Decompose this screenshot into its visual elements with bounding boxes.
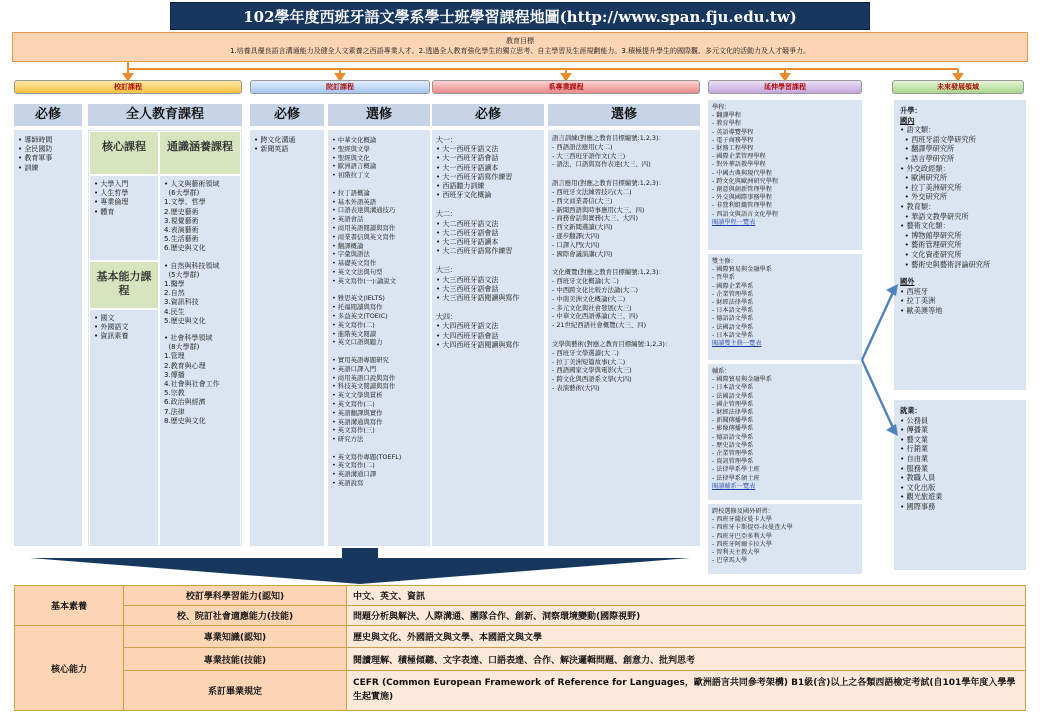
future-career-item: • 文化出版 (900, 482, 936, 492)
extended-group-item: - 法國語文學系 (712, 392, 754, 400)
college-elective-item: • 英語說寫 (332, 479, 364, 488)
table-row (15, 670, 1026, 710)
future-study-item: • 博物館學研究所 (900, 230, 962, 240)
extended-group-item: - 財經法律學系 (712, 409, 754, 417)
college-elective-item: • 研究方法 (332, 435, 364, 444)
extended-group-item: - 日本語文學系 (712, 384, 754, 392)
category-extended: 延伸學習課程 (708, 80, 862, 94)
core-course-item: • 專業倫理 (94, 198, 129, 207)
dept-elective-item: - 西文商業書信(大三) (552, 196, 613, 205)
future-abroad-item: • 西班牙 (900, 286, 929, 296)
general-group (164, 262, 236, 326)
college-elective-item (332, 180, 426, 189)
extended-group-item: - 西班牙薩拉曼卡大學 (712, 516, 772, 524)
extended-group-item: - 電子商務學程 (712, 136, 754, 144)
college-elective-item: • 商用英語閱讀與寫作 (332, 223, 396, 232)
dept-elective-group-title: 文學與藝術(對應之教育目標編號:1,2,3)： (552, 339, 672, 348)
college-elective-item: • 英文寫作(一):論說文 (332, 276, 397, 285)
dept-elective-group-title: 文化概覽(對應之教育目標編號:1,2,3)： (552, 268, 665, 277)
dept-elective-item: - 西文新聞選讀(大四) (552, 223, 613, 232)
future-study-group-title: • 教育類： (900, 201, 936, 211)
dept-elective-item: - 逐步翻譯(大四) (552, 231, 600, 240)
general-group-title: • 自然與科技領域 (164, 261, 220, 270)
dept-elective-item: - 大三西班牙語作文(大三) (552, 151, 626, 160)
future-abroad-item: • 歐美澳等地 (900, 305, 943, 315)
general-group-item: 2.歷史藝術 (164, 207, 199, 216)
dept-required-year (436, 313, 540, 350)
school-required-item: • 導師時間 (18, 136, 53, 144)
future-study-item: • 歐洲研究所 (900, 173, 948, 183)
competency-value: CEFR (Common European Framework of Reference for Languages，歐洲語言共同參考架構) B1級(含)以上之各類西語檢定考試(自101學年度入學學生起實施) (347, 670, 1026, 710)
competency-table (14, 585, 1026, 711)
college-elective-item: • 托福閱讀與寫作 (332, 303, 383, 312)
dept-elective-item: - 跨文化與西語系文學(大四) (552, 375, 632, 384)
general-group-item: 7.法律 (164, 407, 185, 416)
extended-group-item: - 法律學系碩士班 (712, 474, 760, 482)
future-study-item: • 語言學研究所 (900, 153, 955, 163)
dept-elective-item: - 西班牙文學選讀(大二) (552, 348, 619, 357)
college-elective-item: • 英文寫作(二) (332, 320, 375, 329)
future-career-heading: 就業： (900, 406, 922, 415)
extended-group-item: - 財經法律學系 (712, 299, 754, 307)
table-row (15, 648, 1026, 670)
general-group-item: 6.歷史與文化 (164, 244, 206, 253)
dept-elective-item: - 國際會議演講(大四) (552, 249, 613, 258)
extended-group-item: - 英語導覽學程 (712, 128, 754, 136)
college-required-item: • 跨文化溝通 (254, 136, 296, 144)
general-group-item: 5.宗教 (164, 389, 185, 398)
dept-elective-item: - 西班牙文法練習技巧(大二) (552, 187, 632, 196)
general-group-count: (8大學群) (164, 343, 200, 352)
general-group (164, 334, 236, 426)
extended-group-item: - 對外華語教學學程 (712, 161, 766, 169)
category-dept: 系專業課程 (432, 80, 700, 94)
competency-name: 專業知識(認知) (124, 626, 347, 648)
dept-required-item: • 大二西班牙語文法 (436, 219, 499, 228)
dept-elective-item: - 口譯入門(大四) (552, 240, 600, 249)
extended-group-title: 跨校選修及國外研習： (712, 508, 774, 515)
general-group-item: 2.自然 (164, 289, 185, 298)
dept-elective-group (552, 268, 696, 330)
college-elective-item: • 英文文法與句型 (332, 267, 383, 276)
dept-elective-item: - 中西跨文化比較方法論(大二) (552, 285, 639, 294)
extended-group-item: - 跨文化與歐洲研究學程 (712, 177, 779, 185)
competency-name: 系訂畢業規定 (124, 670, 347, 710)
basic-label: 基本能力課程 (96, 270, 152, 297)
future-study-heading: 升學： (900, 106, 922, 115)
general-group-item: 5.生活藝術 (164, 235, 199, 244)
dept-elective-item: - 西語國家文學與電影(大三) (552, 366, 632, 375)
basic-label-box (90, 262, 158, 308)
future-study-item: • 拉丁美洲研究所 (900, 182, 962, 192)
page-title: 102學年度西班牙語文學系學士班學習課程地圖(http://www.span.fju.edu.tw) (170, 2, 870, 30)
college-elective-item: • 英文寫作(二) (332, 461, 375, 470)
college-elective-item: • 英文口語與聽力 (332, 338, 383, 347)
general-group (164, 180, 236, 254)
future-study-item: • 華語文教學研究所 (900, 211, 969, 221)
extended-group-item: - 教育學程 (712, 120, 741, 128)
dept-elective-item: - 語法、口語與寫作表達(大三、四) (552, 160, 651, 169)
college-elective-item: • 口語表達與溝通技巧 (332, 206, 396, 215)
extended-group-item: - 外交與國際事務學程 (712, 194, 772, 202)
dept-elective-item: - 中南美洲文化概論(大二) (552, 294, 626, 303)
future-study-group (900, 125, 1020, 163)
college-required-box (250, 130, 324, 546)
dept-required-year (436, 136, 540, 200)
college-elective-item (332, 347, 426, 356)
future-abroad-label: 國外 (900, 277, 915, 287)
dept-required-item: • 大二西班牙語讀本 (436, 238, 499, 247)
college-elective-box (328, 130, 430, 546)
general-items-box (160, 176, 240, 546)
extended-group-item: - 非營利組織管理學程 (712, 202, 772, 210)
extended-group-item: - 西班牙巴亞多利大學 (712, 532, 772, 540)
future-career-item: • 行銷業 (900, 444, 929, 454)
general-group-item: 3.資訊科技 (164, 298, 199, 307)
dept-required-box (432, 130, 544, 546)
education-goals (12, 32, 1028, 62)
future-career-item: • 傳播業 (900, 425, 929, 435)
dept-elective-item: - 21世紀西語社會概覽(大三、四) (552, 321, 647, 330)
college-elective-item: • 英文寫作(三) (332, 426, 375, 435)
education-goals-text: 1.培養具優良語言溝通能力及健全人文素養之西語專業人才。2.透過全人教育強化學生的獨立思考、自主學習及生涯規劃能力。3.積極提升學生的國際觀、多元文化的活動力及人才競爭力。 (229, 47, 811, 55)
school-required-box (14, 130, 82, 546)
header-dept-elective: 選修 (548, 104, 700, 126)
core-label: 核心課程 (102, 140, 146, 153)
college-elective-item: • 英文寫作(二) (332, 399, 375, 408)
general-group-count: (6大學群) (164, 189, 200, 198)
dept-required-item: • 大四西班牙語閱讀與寫作 (436, 340, 520, 349)
future-abroad-item: • 拉丁美洲 (900, 296, 936, 306)
extended-group-link[interactable]: 閱讀輔系一覽表 (712, 482, 756, 490)
core-items-box (90, 176, 158, 260)
general-group-item: 1.醫學 (164, 280, 185, 289)
college-elective-item: • 英語翻譯與實作 (332, 408, 383, 417)
extended-group-item: - 法國語文學系 (712, 323, 754, 331)
extended-group-item: - 智利天主教大學 (712, 549, 760, 557)
extended-group-item: - 西班牙阿爾卡拉大學 (712, 540, 772, 548)
college-elective-item: • 拉丁語概論 (332, 188, 370, 197)
general-group-item: 3.視覺藝術 (164, 216, 199, 225)
dept-elective-item: - 新聞西語與時事應用(大三、四) (552, 205, 645, 214)
college-elective-item: • 雅思英文(IELTS) (332, 294, 385, 303)
core-competency-label: 核心能力 (15, 626, 124, 711)
category-school: 校訂課程 (14, 80, 242, 94)
general-group-item: 5.歷史與文化 (164, 316, 206, 325)
extended-group-item: - 日本語文學系 (712, 307, 754, 315)
category-college: 院訂課程 (250, 80, 430, 94)
future-career-item: • 教職人員 (900, 473, 936, 483)
extended-group (708, 254, 862, 360)
extended-group-item: - 西班牙卡斯提亞-拉曼查大學 (712, 524, 793, 532)
future-domestic-label: 國內 (900, 115, 915, 125)
college-elective-item: • 英語溝通口譯 (332, 470, 377, 479)
basic-literacy-label: 基本素養 (15, 586, 124, 626)
dept-required-item: • 大一西班牙語讀本 (436, 163, 499, 172)
general-label-box (160, 132, 240, 174)
future-study-item: • 翻譯學研究所 (900, 144, 955, 154)
dept-elective-item: - 多元文化與社會發展(大三) (552, 303, 632, 312)
dept-elective-group (552, 134, 696, 169)
dept-required-item: • 大三西班牙語文法 (436, 275, 499, 284)
extended-column (708, 100, 862, 586)
extended-group-item: - 翻譯學程 (712, 112, 741, 120)
dept-elective-group (552, 179, 696, 258)
extended-group-item: - 德語語文學系 (712, 315, 754, 323)
general-group-item: 6.政治與經濟 (164, 398, 206, 407)
core-label-box (90, 132, 158, 174)
extended-group-link[interactable]: 閱讀學程一覽表 (712, 218, 756, 226)
extended-group-item: - 影像傳播學系 (712, 425, 754, 433)
extended-group-item: - 企業管理學系 (712, 450, 754, 458)
dept-elective-group (552, 340, 696, 393)
future-study-group-title: • 語文類： (900, 125, 936, 135)
general-group-title: • 社會科學領域 (164, 334, 213, 343)
extended-group-title: 學程： (712, 104, 731, 111)
extended-group-item: - 國際貿易與金融學系 (712, 266, 772, 274)
college-elective-item: • 基本外語英語 (332, 197, 377, 206)
school-required-item: • 教育軍事 (18, 154, 53, 163)
extended-group-item: - 法律學系學士班 (712, 466, 760, 474)
future-study-group-title: • 外交政經類： (900, 163, 950, 173)
header-dept-required: 必修 (432, 104, 544, 126)
dept-elective-item: - 商務會話與實務(大三、大四) (552, 214, 639, 223)
basic-course-item: • 外國語文 (94, 323, 129, 332)
dept-elective-item: - 西班牙文化概論(大二) (552, 277, 619, 286)
future-career-item: • 公務員 (900, 415, 929, 425)
extended-group-title: 輔系： (712, 368, 731, 375)
basic-items-box (90, 310, 158, 546)
extended-group-item: - 國際貿易與金融學系 (712, 376, 772, 384)
college-elective-item: • 聖經與文學 (332, 144, 370, 153)
table-row (15, 586, 1026, 606)
funnel-shape (30, 548, 690, 584)
extended-group-item: - 國際企業學系 (712, 282, 754, 290)
future-career-item: • 國際事務 (900, 501, 936, 511)
competency-value: 問題分析與解決、人際溝通、團隊合作、創新、洞察環境變動(國際視野) (347, 606, 1026, 626)
general-group-count: (5大學群) (164, 270, 200, 279)
dept-required-item: • 大一西班牙語會話 (436, 154, 499, 163)
dept-required-item: • 大四西班牙語文法 (436, 322, 499, 331)
college-elective-item: • 商業書信與英文寫作 (332, 232, 396, 241)
dept-required-item: • 大四西班牙語會話 (436, 331, 499, 340)
college-elective-item: • 歐洲語言概論 (332, 162, 377, 171)
goals-connectors (0, 62, 1040, 82)
general-label: 通識涵養課程 (167, 140, 233, 153)
general-group-item: 2.教育與心理 (164, 361, 206, 370)
dept-required-item: • 大一西班牙語文法 (436, 145, 499, 154)
dept-required-item: • 大二西班牙語寫作練習 (436, 247, 513, 256)
future-study-item: • 藝術管理研究所 (900, 240, 962, 250)
future-career-box (894, 400, 1026, 570)
dept-elective-box (548, 130, 700, 546)
extended-group (708, 100, 862, 250)
general-group-item: 1.管理 (164, 352, 185, 361)
extended-group-link[interactable]: 閱讀雙主修一覽表 (712, 340, 762, 348)
education-goals-heading: 教育目標 (506, 37, 534, 45)
extended-group-item: - 創意與創新管理學程 (712, 186, 772, 194)
header-college-elective: 選修 (328, 104, 430, 126)
dept-required-year-label: 大四： (436, 313, 457, 322)
general-group-title: • 人文與藝術領域 (164, 180, 220, 188)
dept-required-item: • 西班牙文化概論 (436, 191, 492, 200)
future-study-group (900, 202, 1020, 221)
dept-elective-item: - 西語語法應用(大二) (552, 142, 613, 151)
extended-group-item: - 企業管理學系 (712, 290, 754, 298)
core-course-item: • 大學入門 (94, 180, 129, 188)
extended-group-item: - 哲學系 (712, 274, 735, 282)
dept-required-item: • 西語聽力訓練 (436, 182, 485, 191)
future-study-item: • 西班牙語文學研究所 (900, 134, 976, 144)
dept-required-item: • 大三西班牙語會話 (436, 284, 499, 293)
competency-value: 歷史與文化、外國語文與文學、本國語文與文學 (347, 626, 1026, 648)
college-required-item: • 新聞英語 (254, 145, 289, 154)
dept-required-item: • 大一西班牙語寫作練習 (436, 172, 513, 181)
dept-elective-group-title: 語言應用(對應之教育目標編號:1,2,3)： (552, 179, 665, 188)
dept-required-year-label: 大三： (436, 266, 457, 275)
future-study-group-title: • 藝術文化類： (900, 221, 950, 231)
future-career-item: • 服務業 (900, 463, 929, 473)
general-group-item: 4.社會與社會工作 (164, 380, 220, 389)
extended-group-item: - 新聞傳播學系 (712, 417, 754, 425)
college-elective-item: • 進階英文閱讀 (332, 329, 377, 338)
college-elective-item: • 科技英文閱讀與寫作 (332, 382, 396, 391)
school-required-item: • 訓練 (18, 163, 39, 172)
extended-group-item: - 德語語文學系 (712, 433, 754, 441)
college-elective-item: • 商用英語口說與寫作 (332, 373, 396, 382)
future-study-group (900, 164, 1020, 202)
extended-group-item: - 國企管理學系 (712, 400, 754, 408)
competency-value: 中文、英文、資訊 (347, 586, 1026, 606)
table-row (15, 626, 1026, 648)
header-school-required: 必修 (14, 104, 82, 126)
basic-course-item: • 資訊素養 (94, 332, 129, 341)
dept-elective-item: - 中華文化西語導論(大三、四) (552, 312, 639, 321)
basic-course-item: • 國文 (94, 314, 115, 322)
general-group-item: 3.傳播 (164, 370, 185, 379)
dept-required-item: • 大二西班牙語會話 (436, 228, 499, 237)
general-group-item: 8.歷史與文化 (164, 416, 206, 425)
competency-name: 專業技能(技能) (124, 648, 347, 670)
college-elective-item: • 字彙與語法 (332, 250, 370, 259)
school-required-item: • 全民國防 (18, 145, 53, 154)
college-elective-item (332, 444, 426, 453)
extended-group-item: - 巴拿馬大學 (712, 557, 748, 565)
future-study-item: • 外交研究所 (900, 192, 948, 202)
extended-group (708, 504, 862, 574)
core-course-item: • 體育 (94, 207, 115, 216)
college-elective-item: • 中華文化概論 (332, 136, 377, 144)
future-study-box (894, 100, 1026, 390)
extended-group-item: - 日本語文學系 (712, 331, 754, 339)
college-elective-item: • 英語溝通與寫作 (332, 417, 383, 426)
extended-group-title: 雙主修： (712, 258, 737, 265)
college-elective-item: • 基礎英文寫作 (332, 259, 377, 268)
college-elective-item: • 實用英語專題研究 (332, 355, 389, 364)
category-future: 未來發展領域 (892, 80, 1024, 94)
general-group-item: 1.文學、哲學 (164, 198, 206, 207)
college-elective-item: • 多益英文(TOEIC) (332, 311, 388, 320)
header-college-required: 必修 (250, 104, 324, 126)
dept-elective-item: - 表演藝術(大四) (552, 383, 600, 392)
future-arrows (858, 280, 900, 440)
future-study-group (900, 221, 1020, 269)
extended-group-item: - 中國古典與現代學程 (712, 169, 772, 177)
dept-required-item: • 大三西班牙語閱讀與寫作 (436, 294, 520, 303)
college-elective-item: • 英語口譯入門 (332, 364, 377, 373)
competency-value: 閱讀理解、積極傾聽、文字表達、口語表達、合作、解決邏輯問題、創意力、批判思考 (347, 648, 1026, 670)
future-study-item: • 藝術史與藝術評論研究所 (900, 259, 991, 269)
general-group-item: 4.表演藝術 (164, 226, 199, 235)
college-elective-item: • 初階拉丁文 (332, 171, 370, 180)
extended-group-item: - 國際企業管理學程 (712, 153, 766, 161)
table-row (15, 606, 1026, 626)
college-elective-item: • 英文文學與賞析 (332, 391, 383, 400)
extended-group-item: - 西語文與語言文化學程 (712, 210, 779, 218)
core-course-item: • 人生哲學 (94, 189, 129, 198)
extended-group-item: - 資訊管理學系 (712, 458, 754, 466)
dept-elective-group-title: 語言訓練(對應之教育目標編號:1,2,3)： (552, 134, 665, 142)
dept-required-year-label: 大一： (436, 136, 457, 144)
dept-required-year (436, 210, 540, 256)
dept-elective-item: - 拉丁美洲短篇故事(大二) (552, 357, 626, 366)
college-elective-item: • 聖經與文化 (332, 153, 370, 162)
future-study-item: • 文化資產研究所 (900, 249, 962, 259)
future-career-item: • 自由業 (900, 453, 929, 463)
future-career-item: • 觀光旅遊業 (900, 492, 943, 502)
college-elective-item: • 英語會話 (332, 215, 364, 224)
competency-name: 校、院訂社會適應能力(技能) (124, 606, 347, 626)
extended-group-item: - 財務工程學程 (712, 145, 754, 153)
header-holistic: 全人教育課程 (88, 104, 242, 126)
competency-name: 校訂學科學習能力(認知) (124, 586, 347, 606)
general-group-item: 4.民生 (164, 307, 185, 316)
extended-group (708, 364, 862, 500)
college-elective-item: • 英文寫作專題(TOEFL) (332, 452, 402, 461)
future-career-item: • 藝文業 (900, 434, 929, 444)
college-elective-item: • 翻譯概論 (332, 241, 364, 250)
dept-required-year (436, 266, 540, 303)
extended-group-item: - 歷史語文學系 (712, 441, 754, 449)
dept-required-year-label: 大二： (436, 210, 457, 219)
